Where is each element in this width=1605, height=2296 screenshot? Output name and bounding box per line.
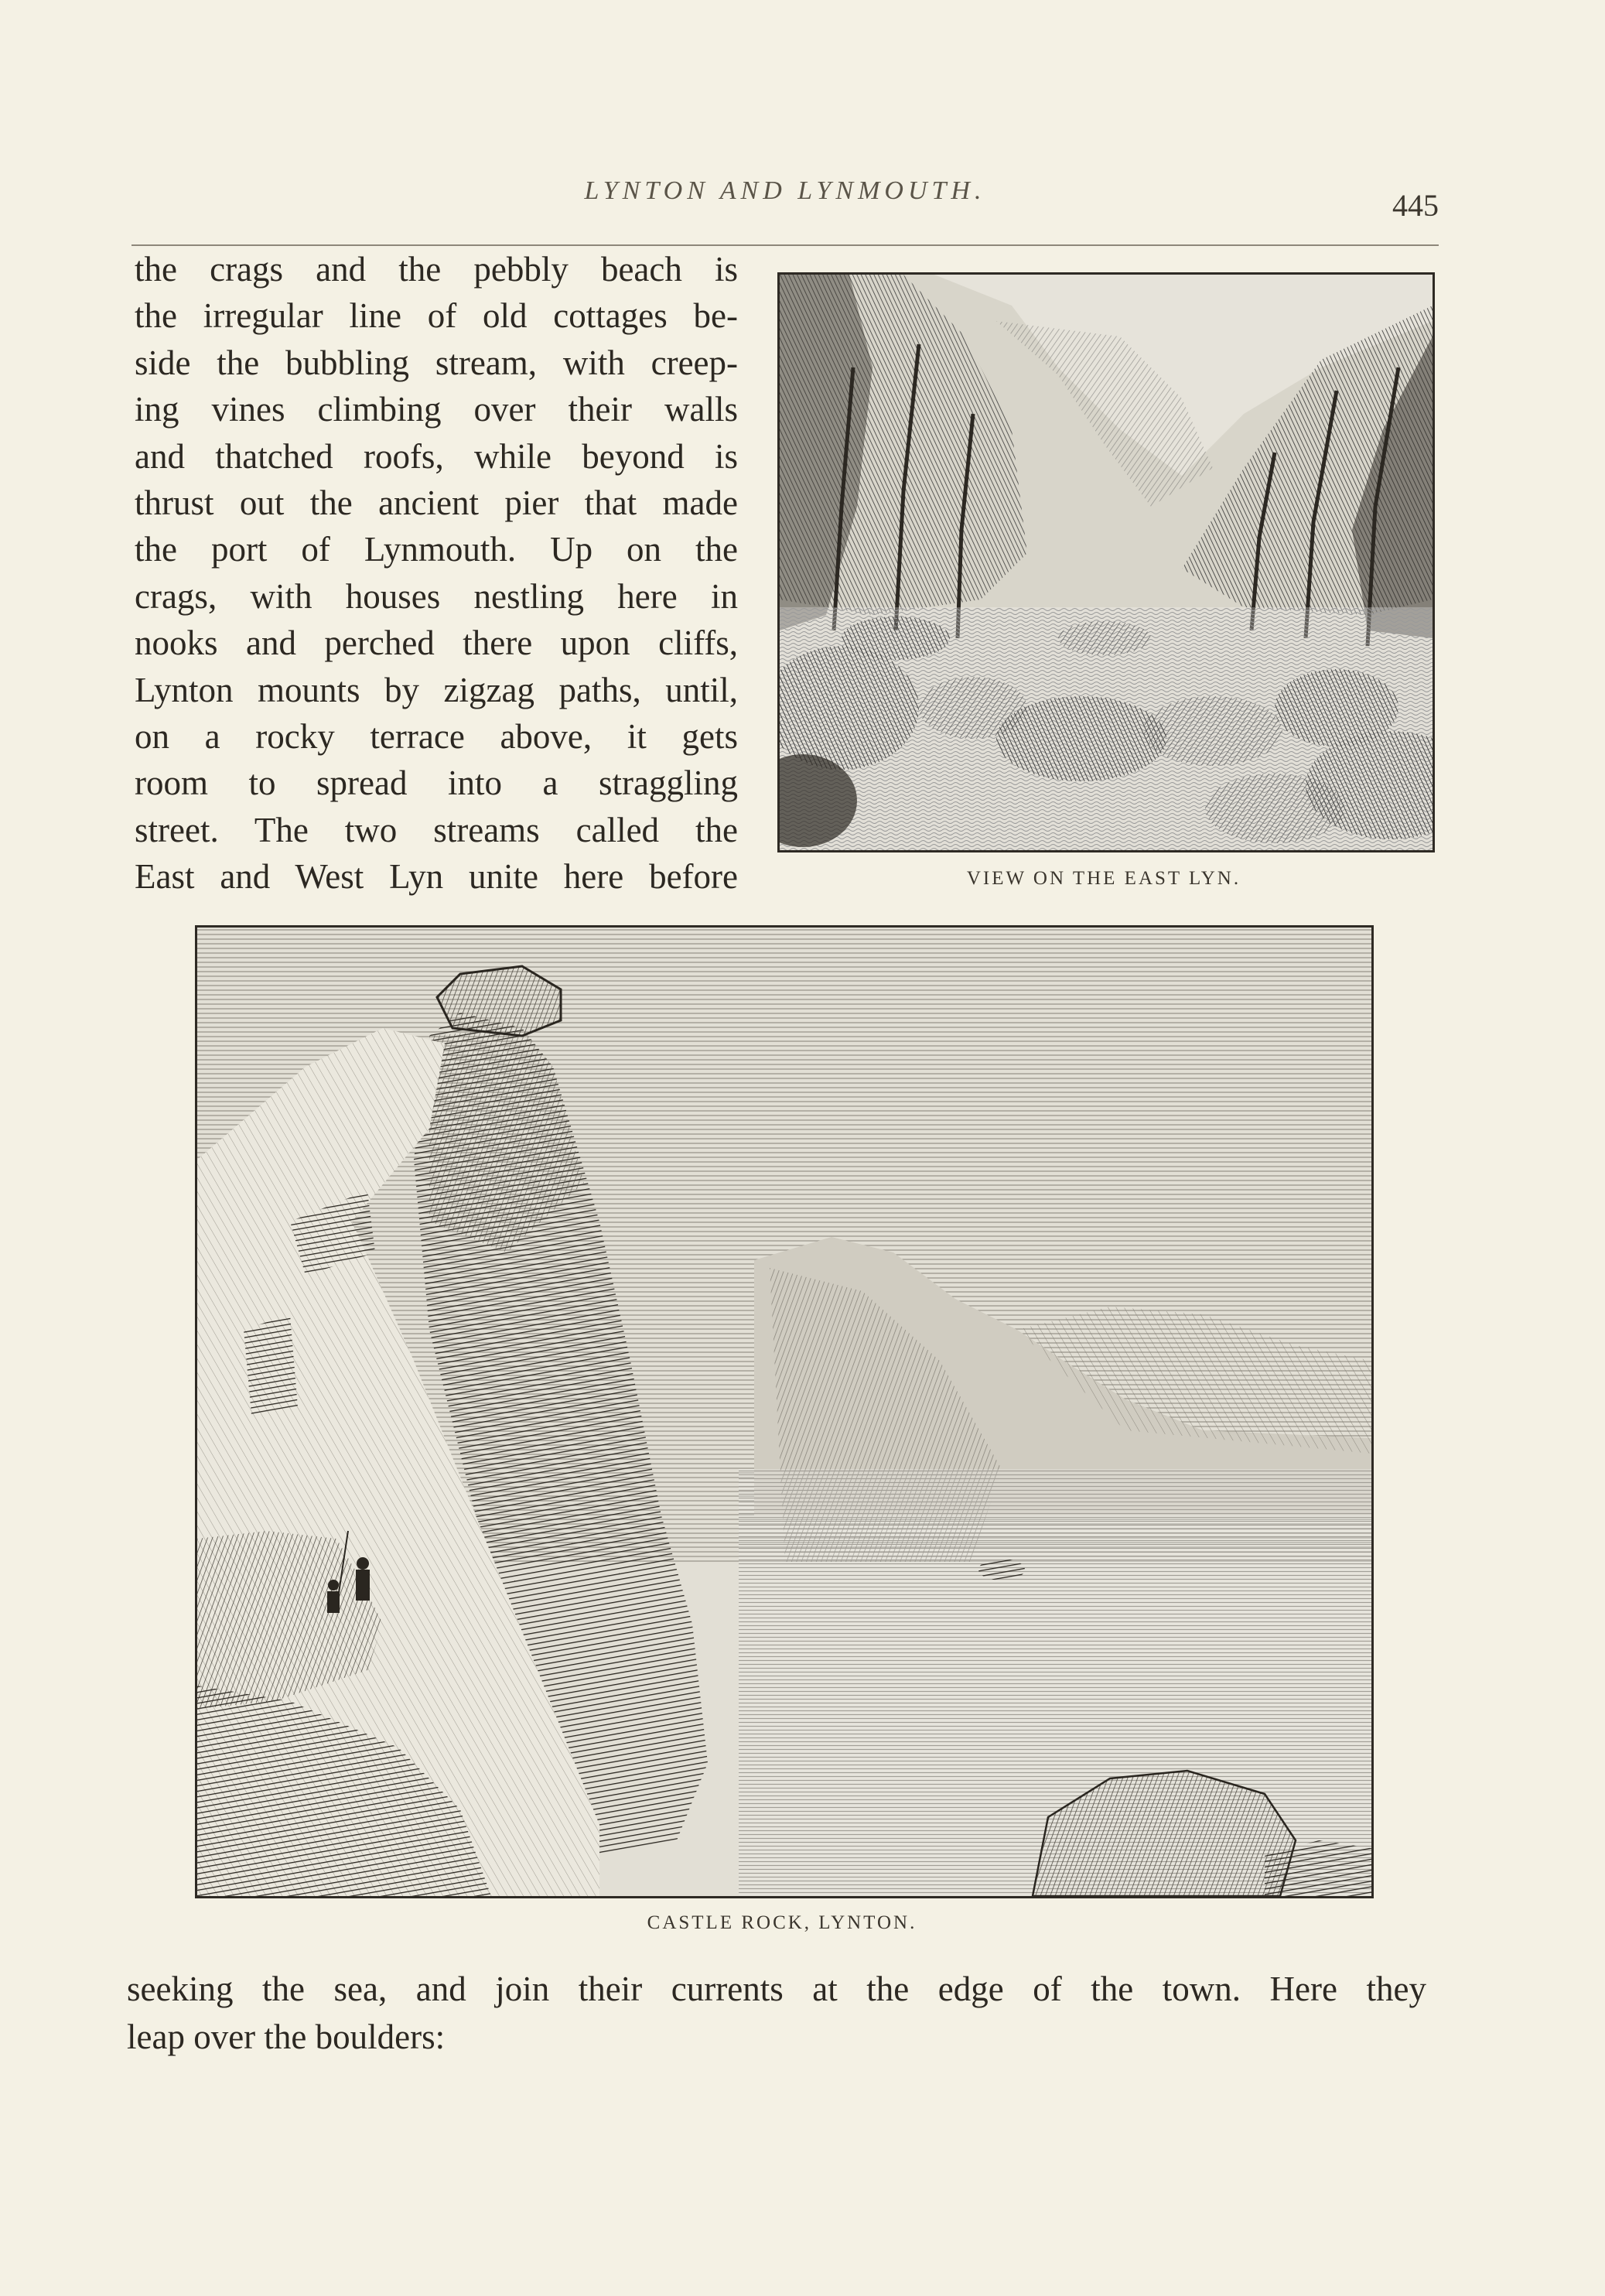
text-line: nooks and perched there upon cliffs, — [135, 624, 738, 663]
engraving-castle-rock — [195, 925, 1374, 1898]
text-line: the crags and the pebbly beach is — [135, 250, 738, 289]
text-line: street. The two streams called the — [135, 810, 738, 849]
text-line: and thatched roofs, while beyond is — [135, 436, 738, 476]
figure-castle-rock — [195, 925, 1374, 1939]
figure-east-lyn — [777, 272, 1435, 899]
text-line: Lynton mounts by zigzag paths, until, — [135, 670, 738, 709]
text-line: thrust out the ancient pier that made — [135, 483, 738, 522]
text-line: the port of Lynmouth. Up on the — [135, 530, 738, 569]
figure-caption: VIEW ON THE EAST LYN. — [966, 868, 1241, 889]
text-line: side the bubbling stream, with creep- — [135, 343, 738, 382]
text-line: the irregular line of old cottages be- — [135, 296, 738, 336]
running-title: LYNTON AND LYNMOUTH. — [584, 176, 986, 205]
text-line: on a rocky terrace above, it gets — [135, 716, 738, 756]
figure-caption: CASTLE ROCK, LYNTON. — [647, 1912, 917, 1933]
text-line: room to spread into a straggling — [135, 764, 738, 803]
page-number: 445 — [1392, 188, 1439, 223]
river-valley-illustration — [780, 275, 1433, 850]
text-line: East and West Lyn unite here before — [135, 857, 738, 897]
text-line: leap over the boulders: — [127, 2018, 446, 2056]
text-line: ing vines climbing over their walls — [135, 390, 738, 429]
coastal-cliff-illustration — [197, 928, 1371, 1896]
running-head — [131, 176, 1439, 246]
body-text-column — [135, 246, 738, 900]
engraving-east-lyn — [777, 272, 1435, 852]
text-line: crags, with houses nestling here in — [135, 576, 738, 616]
body-text-bottom — [127, 1965, 1426, 2061]
text-line: seeking the sea, and join their currents at the edge of the town. Here they — [127, 1970, 1426, 2008]
